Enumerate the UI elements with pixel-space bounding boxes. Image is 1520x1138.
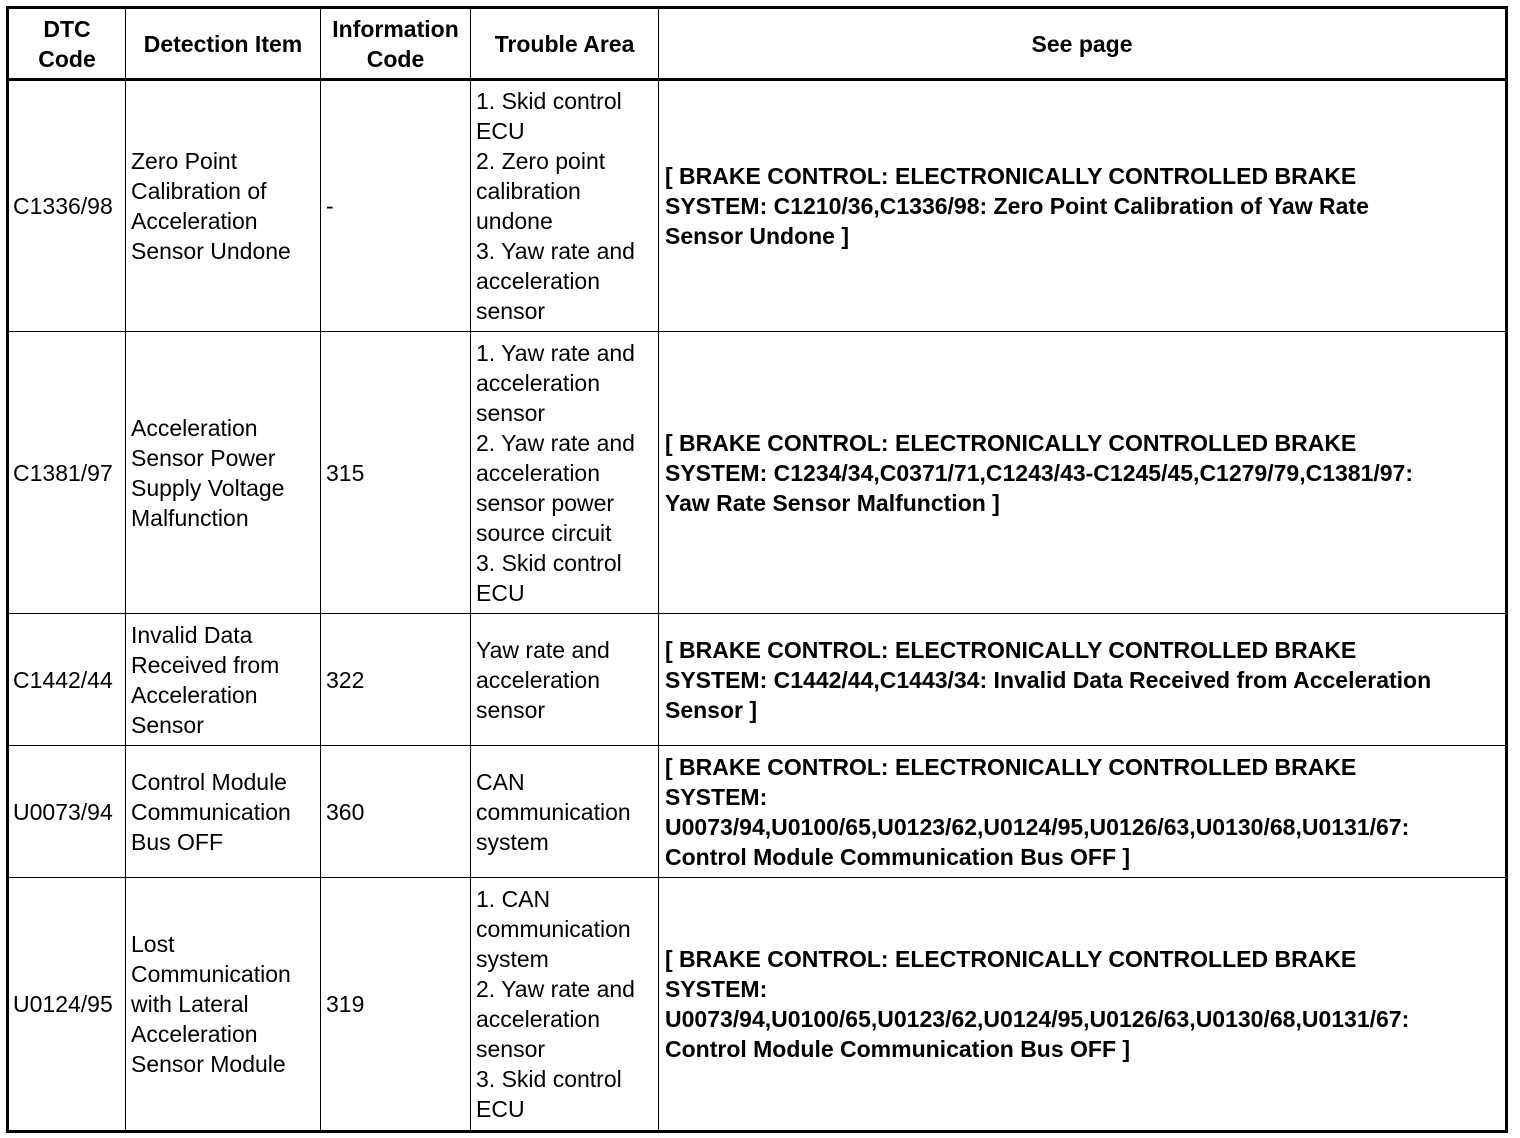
table-row [8, 746, 1507, 878]
trouble-area-cell-line: 1. CAN [476, 886, 551, 912]
header-trouble-area: Trouble Area [471, 8, 659, 80]
detection-item-cell-line: Sensor Undone [131, 238, 291, 264]
table-row [8, 80, 1507, 332]
trouble-area-cell-line: source circuit [476, 519, 612, 546]
see-page-cell-line: Control Module Communication Bus OFF ] [665, 843, 1131, 870]
trouble-area-cell [471, 332, 659, 614]
trouble-area-cell-line: 2. Zero point [476, 148, 606, 174]
see-page-cell [659, 746, 1507, 878]
information-code-cell: 315 [321, 332, 471, 614]
detection-item-cell-line: Acceleration [131, 681, 258, 708]
table-row [8, 332, 1507, 614]
trouble-area-cell-line: acceleration [476, 666, 601, 693]
dtc-table [6, 6, 1508, 1133]
detection-item-cell-line: Received from [131, 651, 280, 678]
trouble-area-cell-line: undone [476, 208, 553, 234]
table-row [8, 614, 1507, 746]
header-dtc-line: Code [38, 45, 96, 72]
dtc-code-cell: C1381/97 [8, 332, 126, 614]
detection-item-cell [126, 878, 321, 1132]
trouble-area-cell-line: sensor power [476, 489, 615, 516]
trouble-area-cell-line: 3. Skid control [476, 549, 622, 576]
see-page-cell [659, 878, 1507, 1132]
dtc-code-cell: U0073/94 [8, 746, 126, 878]
information-code-cell: 360 [321, 746, 471, 878]
trouble-area-cell-line: CAN [476, 768, 525, 795]
see-page-cell-line: Sensor Undone ] [665, 223, 850, 249]
see-page-cell-line: SYSTEM: [665, 783, 768, 810]
trouble-area-cell-line: acceleration [476, 459, 601, 486]
trouble-area-cell-line: ECU [476, 1096, 525, 1122]
see-page-cell-line: Yaw Rate Sensor Malfunction ] [665, 489, 1000, 516]
trouble-area-cell-line: 2. Yaw rate and [476, 976, 635, 1002]
trouble-area-cell-line: 1. Yaw rate and [476, 339, 635, 366]
detection-item-cell-line: Communication [131, 961, 291, 987]
dtc-code-cell: U0124/95 [8, 878, 126, 1132]
detection-item-cell-line: Supply Voltage [131, 474, 285, 501]
dtc-code-cell: C1442/44 [8, 614, 126, 746]
header-row [8, 8, 1507, 80]
detection-item-cell-line: Sensor [131, 711, 204, 738]
trouble-area-cell-line: acceleration [476, 268, 601, 294]
see-page-cell-line: [ BRAKE CONTROL: ELECTRONICALLY CONTROLLED BRAKE [665, 429, 1357, 456]
see-page-cell-line: [ BRAKE CONTROL: ELECTRONICALLY CONTROLLED BRAKE [665, 636, 1357, 663]
detection-item-cell-line: with Lateral [131, 991, 249, 1017]
trouble-area-cell-line: sensor [476, 1036, 546, 1062]
see-page-cell-line: U0073/94,U0100/65,U0123/62,U0124/95,U0126/63,U0130/68,U0131/67: [665, 813, 1410, 840]
trouble-area-cell-line: acceleration [476, 1006, 601, 1032]
see-page-cell-line: [ BRAKE CONTROL: ELECTRONICALLY CONTROLLED BRAKE [665, 163, 1357, 189]
detection-item-cell-line: Invalid Data [131, 621, 253, 648]
trouble-area-cell [471, 746, 659, 878]
header-dtc-code [8, 8, 126, 80]
see-page-cell-line: SYSTEM: C1442/44,C1443/34: Invalid Data Received from Acceleration [665, 666, 1432, 693]
detection-item-cell-line: Zero Point [131, 148, 238, 174]
see-page-cell-line: Sensor ] [665, 696, 758, 723]
detection-item-cell-line: Calibration of [131, 178, 267, 204]
detection-item-cell [126, 80, 321, 332]
detection-item-cell [126, 332, 321, 614]
detection-item-cell-line: Communication [131, 798, 291, 825]
see-page-cell [659, 332, 1507, 614]
trouble-area-cell-line: Yaw rate and [476, 636, 610, 663]
trouble-area-cell-line: ECU [476, 579, 525, 606]
dtc-code-cell: C1336/98 [8, 80, 126, 332]
detection-item-cell-line: Acceleration [131, 414, 258, 441]
trouble-area-cell-line: 3. Skid control [476, 1066, 622, 1092]
see-page-cell-line: [ BRAKE CONTROL: ELECTRONICALLY CONTROLLED BRAKE [665, 946, 1357, 972]
trouble-area-cell-line: system [476, 828, 549, 855]
trouble-area-cell-line: sensor [476, 298, 546, 324]
information-code-cell: 319 [321, 878, 471, 1132]
trouble-area-cell-line: 1. Skid control [476, 88, 622, 114]
trouble-area-cell-line: sensor [476, 696, 546, 723]
header-info-line: Information [332, 15, 459, 42]
header-info-line: Code [366, 45, 425, 72]
see-page-cell-line: SYSTEM: [665, 976, 768, 1002]
trouble-area-cell [471, 80, 659, 332]
detection-item-cell-line: Malfunction [131, 504, 249, 531]
see-page-cell-line: Control Module Communication Bus OFF ] [665, 1036, 1131, 1062]
information-code-cell: - [321, 80, 471, 332]
detection-item-cell-line: Bus OFF [131, 828, 224, 855]
see-page-cell [659, 614, 1507, 746]
trouble-area-cell-line: acceleration [476, 369, 601, 396]
trouble-area-cell [471, 614, 659, 746]
detection-item-cell-line: Sensor Power [131, 444, 276, 471]
see-page-cell-line: U0073/94,U0100/65,U0123/62,U0124/95,U0126/63,U0130/68,U0131/67: [665, 1006, 1410, 1032]
trouble-area-cell-line: ECU [476, 118, 525, 144]
trouble-area-cell-line: system [476, 946, 549, 972]
see-page-cell-line: SYSTEM: C1210/36,C1336/98: Zero Point Calibration of Yaw Rate [665, 193, 1369, 219]
table-row [8, 878, 1507, 1132]
trouble-area-cell [471, 878, 659, 1132]
see-page-cell-line: SYSTEM: C1234/34,C0371/71,C1243/43-C1245/45,C1279/79,C1381/97: [665, 459, 1413, 486]
detection-item-cell-line: Lost [131, 931, 175, 957]
trouble-area-cell-line: communication [476, 916, 631, 942]
detection-item-cell-line: Acceleration [131, 1021, 258, 1047]
header-information-code [321, 8, 471, 80]
see-page-cell-line: [ BRAKE CONTROL: ELECTRONICALLY CONTROLLED BRAKE [665, 753, 1357, 780]
header-detection-item: Detection Item [126, 8, 321, 80]
header-see-page: See page [659, 8, 1507, 80]
trouble-area-cell-line: communication [476, 798, 631, 825]
detection-item-cell [126, 746, 321, 878]
trouble-area-cell-line: 2. Yaw rate and [476, 429, 635, 456]
trouble-area-cell-line: 3. Yaw rate and [476, 238, 635, 264]
detection-item-cell-line: Sensor Module [131, 1051, 286, 1077]
information-code-cell: 322 [321, 614, 471, 746]
see-page-cell [659, 80, 1507, 332]
trouble-area-cell-line: calibration [476, 178, 581, 204]
header-dtc-line: DTC [43, 15, 91, 42]
detection-item-cell-line: Acceleration [131, 208, 258, 234]
trouble-area-cell-line: sensor [476, 399, 546, 426]
detection-item-cell [126, 614, 321, 746]
detection-item-cell-line: Control Module [131, 768, 287, 795]
